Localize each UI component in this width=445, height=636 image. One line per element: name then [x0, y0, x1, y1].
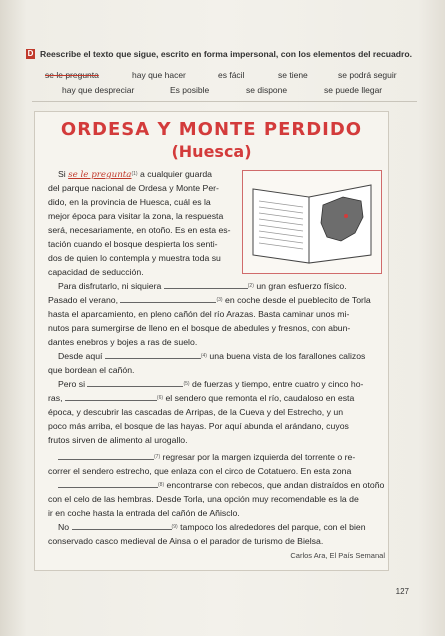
article-line: poco más arriba, el bosque de las hayas. Por aquí abunda el arándano, cuyos	[48, 421, 349, 431]
article-line: ir en coche hasta la entrada del cañón de Añisclo.	[48, 508, 240, 518]
answer-blank[interactable]	[58, 452, 154, 460]
article-line: que bordean el cañón.	[48, 365, 135, 375]
word-box-item: Es posible	[170, 85, 210, 95]
article-line: Desde aquí $^{(4)}$ una buena vista de los farallones calizos	[58, 351, 366, 361]
word-box-item: es fácil	[218, 70, 245, 80]
article-line: No $^{(9)}$ tampoco los alrededores del parque, con el bien	[58, 522, 366, 532]
answer-blank[interactable]	[87, 379, 183, 387]
article-line: con el celo de las hembras. Desde Torla, una opción muy recomendable es la de	[48, 494, 359, 504]
word-box-item: se dispone	[246, 85, 288, 95]
word-box-item: hay que hacer	[132, 70, 186, 80]
open-atlas-icon	[243, 171, 383, 275]
article-line: hasta el aparcamiento, en pleno cañón del río Arazas. Basta caminar unos mi-	[48, 309, 350, 319]
word-box-item: se podrá seguir	[338, 70, 397, 80]
article-credit: Carlos Ara, El País Semanal	[290, 551, 385, 560]
word-box-item: se puede llegar	[324, 85, 383, 95]
sample-answer: se le pregunta	[68, 170, 132, 180]
article-line: Pasado el verano, $^{(3)}$ en coche desde el pueblecito de Torla	[48, 295, 371, 305]
article-line: $^{(8)}$ encontrarse con rebecos, que andan distraídos en otoño	[58, 480, 384, 490]
answer-blank[interactable]	[164, 281, 248, 289]
article-line: nutos para sumergirse de lleno en el bosque de abedules y fresnos, con abun-	[48, 323, 351, 333]
exercise-letter-badge: D	[27, 49, 34, 58]
exercise-instruction	[26, 49, 426, 59]
map-illustration	[242, 170, 382, 274]
article-line: dantes enebros y bojes a ras de suelo.	[48, 337, 198, 347]
article-line: Pero si $^{(5)}$ de fuerzas y tiempo, entre cuatro y cinco ho-	[58, 379, 364, 389]
article-line: $^{(7)}$ regresar por la margen izquierda del torrente o re-	[58, 452, 355, 462]
article-line: capacidad de seducción.	[48, 267, 144, 277]
article-line: tación cuando el bosque despierta los senti-	[48, 239, 218, 249]
article-line: frutos sirven de alimento al urogallo.	[48, 435, 188, 445]
word-box-item: hay que despreciar	[62, 85, 135, 95]
article-line: dos de quien lo contempla y muestra toda su	[48, 253, 221, 263]
article-line: época, y descubrir las cascadas de Arripas, de la Cueva y del Estrecho, y un	[48, 407, 344, 417]
article-line: del parque nacional de Ordesa y Monte Per-	[48, 183, 219, 193]
article-title: ORDESA Y MONTE PERDIDO	[60, 119, 363, 140]
article-line: correr el sendero estrecho, que enlaza con el circo de Cotatuero. En esta zona	[48, 466, 352, 476]
article-subtitle: (Huesca)	[171, 142, 252, 161]
article-line: Si se le pregunta$^{(1)}$ a cualquier guarda	[58, 169, 212, 180]
answer-blank[interactable]	[58, 480, 158, 488]
answer-blank[interactable]	[72, 522, 172, 530]
word-box-item: se tiene	[278, 70, 308, 80]
answer-blank[interactable]	[105, 351, 201, 359]
article-line: dido, en la provincia de Huesca, cuál es la	[48, 197, 211, 207]
article-line: Para disfrutarlo, ni siquiera $^{(2)}$ un gran esfuerzo físico.	[58, 281, 347, 291]
article-line: mejor época para visitar la zona, la respuesta	[48, 211, 224, 221]
instruction-text: Reescribe el texto que sigue, escrito en forma impersonal, con los elementos del recuadro.	[40, 49, 413, 59]
page-number: 127	[395, 587, 409, 596]
answer-blank[interactable]	[65, 393, 157, 401]
article-line: ras, $^{(6)}$ el sendero que remonta el río, caudaloso en esta	[48, 393, 355, 403]
word-box	[32, 66, 417, 102]
article-line: conservado casco medieval de Ainsa o el parador de turismo de Bielsa.	[48, 536, 324, 546]
word-box-item: se le pregunta	[45, 70, 99, 80]
article-line: será, necesariamente, en otoño. Es en esta es-	[48, 225, 231, 235]
answer-blank[interactable]	[120, 295, 216, 303]
